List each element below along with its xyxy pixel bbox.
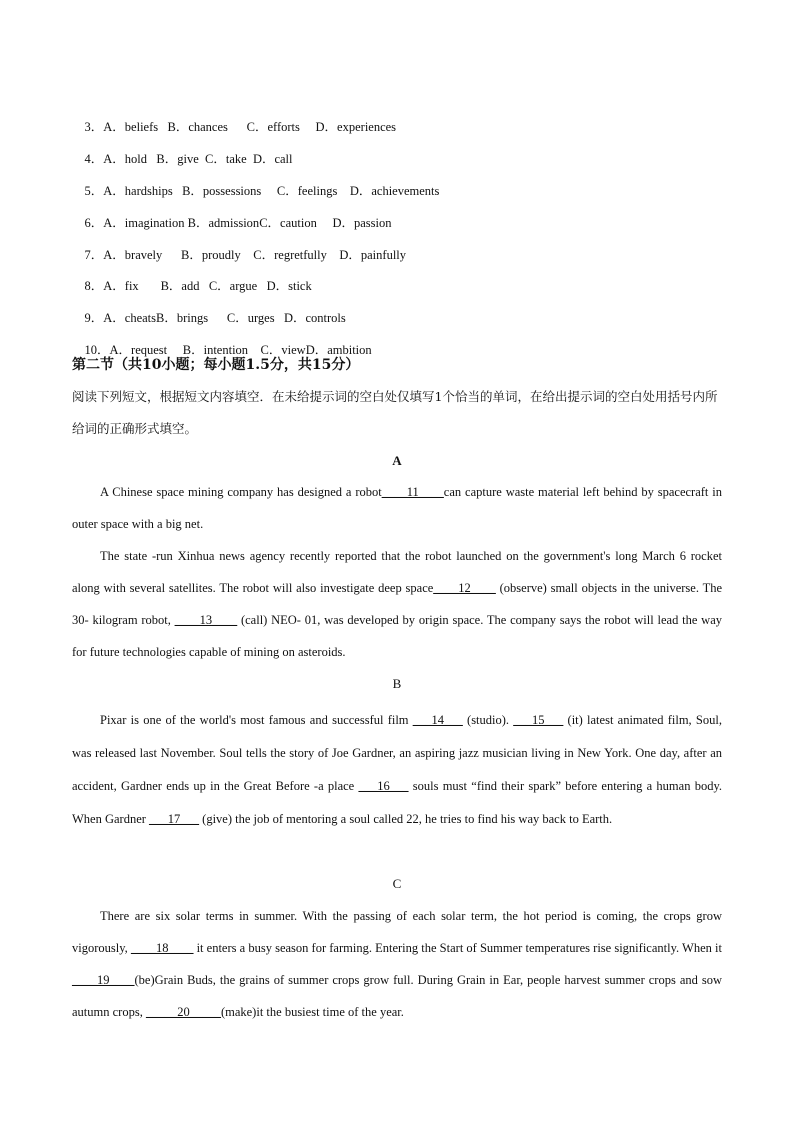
option-b: B．intention	[182, 343, 249, 357]
option-row-10: 10．A．request B．intention C．viewD．ambition	[84, 343, 372, 357]
option-b: B．possessions	[182, 184, 262, 198]
option-row-4: 4．A．hold B．give C．take D．call	[84, 152, 293, 166]
option-d: D．call	[252, 152, 293, 166]
blank-18[interactable]: ____18____	[130, 941, 194, 955]
option-row-9: 9．A．cheatsB．brings C．urges D．controls	[84, 311, 346, 325]
passage-c-paragraph-1: There are six solar terms in summer. With the passing of each solar term, the hot period is coming, the crops grow vigorously, ____18____ it enters a busy season for farming. Entering the Start of Summer temperatures rise significantly. When it ____19____(be)Grain Buds, the grains of summer crops grow full. During Grain in Ear, people harvest summer crops and sow autumn crops, _____20_____(make)it the busiest time of the year.	[72, 909, 722, 1019]
section-heading: 第二节（共10小题；每小题1.5分，共15分）	[72, 357, 360, 373]
blank-19[interactable]: ____19____	[72, 973, 135, 987]
option-a: A．hardships	[103, 184, 173, 198]
option-a: A．request	[109, 343, 168, 357]
passage-a	[72, 476, 722, 668]
option-d: D．painfully	[339, 248, 407, 262]
passage-b	[72, 704, 722, 836]
option-a: A．cheats	[103, 311, 157, 325]
section-instruction: 阅读下列短文，根据短文内容填空．在未给提示词的空白处仅填写1个恰当的单词，在给出提示词的空白处用括号内所给词的正确形式填空。	[72, 389, 718, 436]
option-b: B．add	[160, 279, 200, 293]
option-row-8: 8．A．fix B．add C．argue D．stick	[84, 279, 312, 293]
blank-16[interactable]: ___16___	[358, 779, 409, 793]
option-d: D．achievements	[349, 184, 440, 198]
blank-20[interactable]: _____20_____	[145, 1005, 221, 1019]
option-c: C．feelings	[276, 184, 338, 198]
option-c: C．regretfully	[253, 248, 327, 262]
passage-a-paragraph-2: The state -run Xinhua news agency recently reported that the robot launched on the government's long March 6 rocket along with several satellites. The robot will also investigate deep space____12____ (observe) small objects in the universe. The 30- kilogram robot, ____13____ (call) NEO- 01, was developed by origin space. The company says the robot will lead the way for future technologies capable of mining on asteroids.	[72, 549, 723, 659]
option-c: C．efforts	[246, 120, 300, 134]
blank-11[interactable]: ____11____	[381, 485, 444, 499]
blank-17[interactable]: ___17___	[149, 812, 200, 826]
option-row-5: 5．A．hardships B．possessions C．feelings D．achievements	[84, 184, 440, 198]
option-row-3: 3．A．beliefs B．chances C．efforts D．experiences	[84, 120, 397, 134]
option-b: B．proudly	[181, 248, 241, 262]
option-c: C．caution	[259, 216, 317, 230]
passage-a-paragraph-1: A Chinese space mining company has designed a robot____11____can capture waste material left behind by spacecraft in outer space with a big net.	[72, 485, 722, 531]
option-c: C．take	[205, 152, 247, 166]
option-b: B．chances	[167, 120, 228, 134]
passage-b-paragraph-1: Pixar is one of the world's most famous and successful film ___14___ (studio). ___15___ (it) latest animated film, Soul, was released last November. Soul tells the story of Joe Gardner, an aspiring jazz musician living in New York. One day, after an accident, Gardner ends up in the Great Before -a place ___16___ souls must “find their spark” before entering a human body. When Gardner ___17___ (give) the job of mentoring a soul called 22, he tries to find his way back to Earth.	[72, 713, 723, 826]
option-d: D．ambition	[305, 343, 372, 357]
blank-14[interactable]: ___14___	[412, 713, 463, 727]
option-d: D．passion	[332, 216, 392, 230]
option-a: A．imagination	[103, 216, 185, 230]
option-a: A．bravely	[103, 248, 163, 262]
blank-12[interactable]: ____12____	[433, 581, 496, 595]
option-d: D．experiences	[315, 120, 397, 134]
option-c: C．view	[260, 343, 306, 357]
passage-label-a: A	[392, 453, 402, 468]
option-c: C．argue	[208, 279, 258, 293]
blank-15[interactable]: ___15___	[513, 713, 564, 727]
option-c: C．urges	[226, 311, 275, 325]
option-d: D．stick	[266, 279, 312, 293]
option-a: A．beliefs	[103, 120, 159, 134]
option-row-6: 6．A．imagination B．admissionC．caution D．passion	[84, 216, 392, 230]
option-a: A．hold	[103, 152, 148, 166]
option-b: B．give	[156, 152, 199, 166]
passage-label-b: B	[392, 676, 402, 691]
option-row-7: 7．A．bravely B．proudly C．regretfully D．painfully	[84, 248, 407, 262]
option-b: B．brings	[156, 311, 209, 325]
blank-13[interactable]: ____13____	[174, 613, 238, 627]
passage-label-c: C	[392, 876, 402, 891]
passage-c	[72, 900, 722, 1028]
option-b: B．admission	[187, 216, 260, 230]
option-d: D．controls	[283, 311, 346, 325]
option-a: A．fix	[103, 279, 139, 293]
